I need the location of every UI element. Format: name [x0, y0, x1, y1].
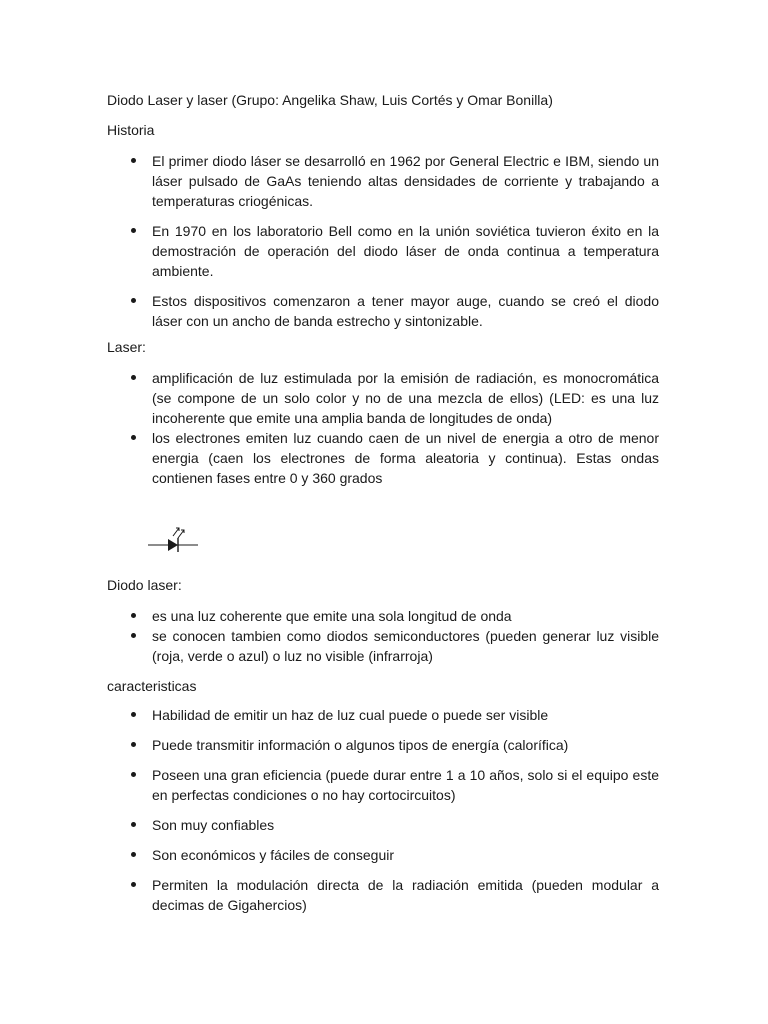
laser-diode-symbol-icon	[148, 523, 200, 558]
list-item: Son económicos y fáciles de conseguir	[0, 845, 659, 865]
heading-laser: Laser:	[107, 339, 146, 355]
historia-list	[0, 151, 768, 331]
list-item: se conocen tambien como diodos semiconductores (pueden generar luz visible (roja, verde o azul) o luz no visible (infrarroja)	[0, 626, 659, 666]
list-item: En 1970 en los laboratorio Bell como en la unión soviética tuvieron éxito en la demostración de operación del diodo láser de onda continua a temperatura ambiente.	[0, 221, 659, 281]
list-item: Poseen una gran eficiencia (puede durar entre 1 a 10 años, solo si el equipo este en perfectas condiciones o no hay cortocircuitos)	[0, 765, 659, 805]
list-item: Permiten la modulación directa de la radiación emitida (pueden modular a decimas de Gigahercios)	[0, 875, 659, 915]
heading-diodo-laser: Diodo laser:	[107, 577, 182, 593]
list-item: amplificación de luz estimulada por la emisión de radiación, es monocromática (se compone de un solo color y no de una mezcla de ellos) (LED: es una luz incoherente que emite una amplia banda de longitudes de onda)	[0, 368, 659, 428]
diodo-laser-list	[0, 606, 768, 666]
list-item: Estos dispositivos comenzaron a tener mayor auge, cuando se creó el diodo láser con un ancho de banda estrecho y sintonizable.	[0, 291, 659, 331]
list-item: los electrones emiten luz cuando caen de un nivel de energia a otro de menor energia (caen los electrones de forma aleatoria y continua). Estas ondas contienen fases entre 0 y 360 grados	[0, 428, 659, 488]
laser-list	[0, 368, 768, 488]
list-item: es una luz coherente que emite una sola longitud de onda	[0, 606, 659, 626]
heading-historia: Historia	[107, 122, 155, 138]
list-item: Son muy confiables	[0, 815, 659, 835]
heading-caracteristicas: caracteristicas	[107, 678, 197, 694]
list-item: Puede transmitir información o algunos tipos de energía (calorífica)	[0, 735, 659, 755]
document-title: Diodo Laser y laser (Grupo: Angelika Shaw, Luis Cortés y Omar Bonilla)	[107, 92, 553, 108]
caracteristicas-list	[0, 705, 768, 915]
list-item: El primer diodo láser se desarrolló en 1962 por General Electric e IBM, siendo un láser pulsado de GaAs teniendo altas densidades de corriente y trabajando a temperaturas criogénicas.	[0, 151, 659, 211]
list-item: Habilidad de emitir un haz de luz cual puede o puede ser visible	[0, 705, 659, 725]
